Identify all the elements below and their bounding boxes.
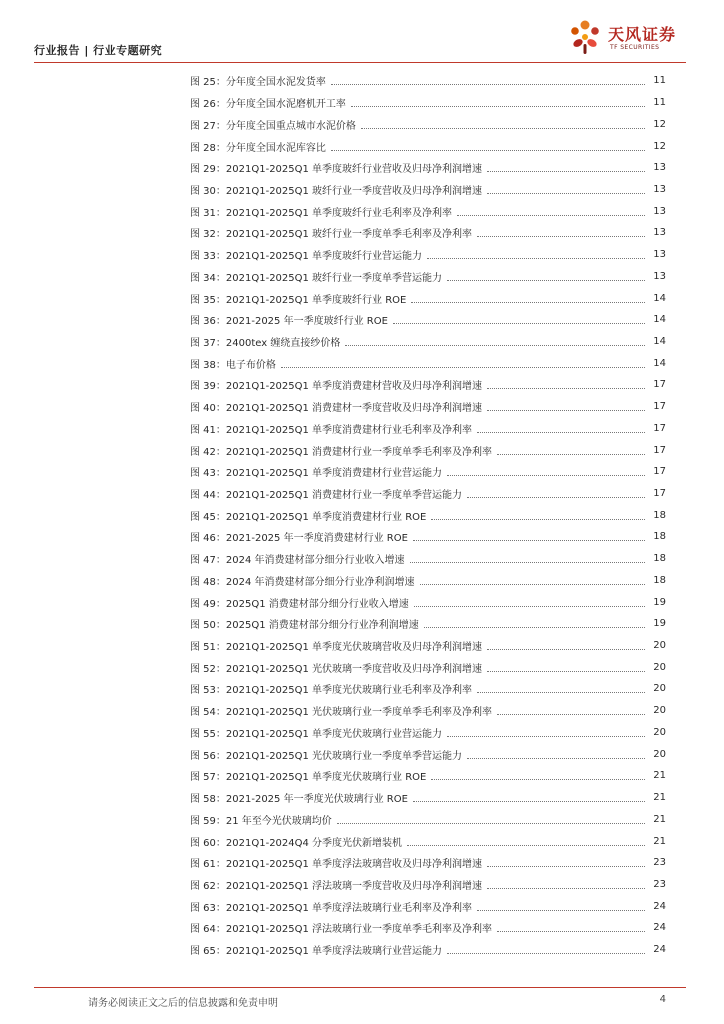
toc-entry[interactable] (190, 483, 666, 505)
toc-entry-label[interactable]: 图 36：2021-2025 年一季度玻纤行业 ROE (190, 316, 388, 328)
toc-entry-page: 14 (653, 314, 666, 326)
footer-disclaimer: 请务必阅读正文之后的信息披露和免责申明 (88, 998, 278, 1009)
toc-entry-label[interactable]: 图 25：分年度全国水泥发货率 (190, 77, 326, 89)
toc-entry-page: 13 (653, 270, 666, 282)
toc-entry-page: 21 (653, 835, 666, 847)
toc-dot-leader (487, 866, 645, 867)
toc-entry-label[interactable]: 图 28：分年度全国水泥库容比 (190, 142, 326, 154)
toc-entry-page: 12 (653, 118, 666, 130)
toc-dot-leader (411, 302, 645, 303)
toc-dot-leader (431, 779, 645, 780)
toc-entry-page: 12 (653, 140, 666, 152)
toc-entry-page: 17 (653, 488, 666, 500)
toc-entry-label[interactable]: 图 34：2021Q1-2025Q1 玻纤行业一季度单季营运能力 (190, 272, 443, 284)
toc-entry-label[interactable]: 图 50：2025Q1 消费建材部分细分行业净利润增速 (190, 620, 419, 632)
toc-dot-leader (420, 584, 645, 585)
toc-entry-page: 13 (653, 227, 666, 239)
toc-entry-label[interactable]: 图 56：2021Q1-2025Q1 光伏玻璃行业一季度单季营运能力 (190, 750, 463, 762)
toc-entry[interactable] (190, 852, 666, 874)
toc-entry-label[interactable]: 图 62：2021Q1-2025Q1 浮法玻璃一季度营收及归母净利润增速 (190, 880, 483, 892)
toc-entry-label[interactable]: 图 43：2021Q1-2025Q1 单季度消费建材行业营运能力 (190, 468, 443, 480)
toc-entry-label[interactable]: 图 54：2021Q1-2025Q1 光伏玻璃行业一季度单季毛利率及净利率 (190, 707, 493, 719)
toc-entry-page: 21 (653, 770, 666, 782)
toc-entry[interactable] (190, 331, 666, 353)
toc-entry[interactable] (190, 461, 666, 483)
toc-entry-page: 14 (653, 292, 666, 304)
toc-entry[interactable] (190, 722, 666, 744)
toc-entry-label[interactable]: 图 41：2021Q1-2025Q1 单季度消费建材行业毛利率及净利率 (190, 424, 473, 436)
page-number: 4 (659, 994, 666, 1005)
toc-entry-label[interactable]: 图 29：2021Q1-2025Q1 单季度玻纤行业营收及归母净利润增速 (190, 164, 483, 176)
toc-entry[interactable] (190, 874, 666, 896)
toc-entry[interactable] (190, 418, 666, 440)
toc-entry-label[interactable]: 图 48：2024 年消费建材部分细分行业净利润增速 (190, 576, 415, 588)
toc-dot-leader (447, 280, 645, 281)
logo-english-name: TF SECURITIES (610, 44, 660, 51)
toc-dot-leader (497, 931, 645, 932)
toc-entry[interactable] (190, 396, 666, 418)
toc-dot-leader (497, 714, 645, 715)
toc-entry-label[interactable]: 图 30：2021Q1-2025Q1 玻纤行业一季度营收及归母净利润增速 (190, 185, 483, 197)
toc-entry-label[interactable]: 图 33：2021Q1-2025Q1 单季度玻纤行业营运能力 (190, 251, 423, 263)
toc-entry-page: 11 (653, 97, 666, 109)
toc-entry[interactable] (190, 787, 666, 809)
toc-dot-leader (361, 128, 645, 129)
toc-entry-page: 20 (653, 640, 666, 652)
toc-entry[interactable] (190, 591, 666, 613)
toc-entry[interactable] (190, 917, 666, 939)
toc-entry-page: 13 (653, 249, 666, 261)
toc-dot-leader (477, 692, 645, 693)
toc-entry[interactable] (190, 287, 666, 309)
figure-list (190, 70, 666, 960)
toc-dot-leader (351, 106, 645, 107)
toc-entry-page: 20 (653, 683, 666, 695)
toc-entry[interactable] (190, 222, 666, 244)
company-logo (564, 18, 684, 60)
toc-dot-leader (497, 454, 645, 455)
toc-dot-leader (331, 84, 645, 85)
toc-entry-page: 20 (653, 705, 666, 717)
toc-entry-label[interactable]: 图 46：2021-2025 年一季度消费建材行业 ROE (190, 533, 408, 545)
toc-entry[interactable] (190, 157, 666, 179)
page-header (34, 25, 684, 62)
toc-entry[interactable] (190, 265, 666, 287)
toc-dot-leader (477, 432, 645, 433)
toc-entry[interactable] (190, 678, 666, 700)
toc-dot-leader (410, 562, 645, 563)
toc-entry[interactable] (190, 613, 666, 635)
toc-entry-page: 17 (653, 422, 666, 434)
toc-entry[interactable] (190, 635, 666, 657)
toc-entry-label[interactable]: 图 51：2021Q1-2025Q1 单季度光伏玻璃营收及归母净利润增速 (190, 642, 483, 654)
toc-entry-label[interactable]: 图 52：2021Q1-2025Q1 光伏玻璃一季度营收及归母净利润增速 (190, 663, 483, 675)
toc-entry[interactable] (190, 504, 666, 526)
toc-entry-page: 21 (653, 813, 666, 825)
toc-entry-page: 17 (653, 466, 666, 478)
toc-entry-label[interactable]: 图 64：2021Q1-2025Q1 浮法玻璃行业一季度单季毛利率及净利率 (190, 924, 493, 936)
toc-entry[interactable] (190, 374, 666, 396)
toc-entry-label[interactable]: 图 32：2021Q1-2025Q1 玻纤行业一季度单季毛利率及净利率 (190, 229, 473, 241)
toc-dot-leader (477, 236, 645, 237)
toc-entry-page: 18 (653, 553, 666, 565)
toc-dot-leader (467, 758, 645, 759)
toc-entry-label[interactable]: 图 31：2021Q1-2025Q1 单季度玻纤行业毛利率及净利率 (190, 207, 453, 219)
toc-dot-leader (487, 410, 645, 411)
toc-entry-page: 24 (653, 922, 666, 934)
logo-chinese-name: 天风证券 (608, 25, 677, 44)
toc-entry-label[interactable]: 图 39：2021Q1-2025Q1 单季度消费建材营收及归母净利润增速 (190, 381, 483, 393)
header-divider (34, 62, 686, 63)
toc-entry-label[interactable]: 图 49：2025Q1 消费建材部分细分行业收入增速 (190, 598, 409, 610)
toc-entry-page: 23 (653, 857, 666, 869)
toc-entry[interactable] (190, 830, 666, 852)
toc-entry-label[interactable]: 图 27：分年度全国重点城市水泥价格 (190, 120, 356, 132)
toc-entry-label[interactable]: 图 42：2021Q1-2025Q1 消费建材行业一季度单季毛利率及净利率 (190, 446, 493, 458)
toc-entry-label[interactable]: 图 59：21 年至今光伏玻璃均价 (190, 815, 332, 827)
toc-entry-page: 19 (653, 596, 666, 608)
toc-entry-page: 18 (653, 574, 666, 586)
toc-entry-page: 17 (653, 401, 666, 413)
toc-entry-page: 17 (653, 379, 666, 391)
toc-entry-page: 11 (653, 75, 666, 87)
toc-entry[interactable] (190, 743, 666, 765)
toc-entry-page: 18 (653, 509, 666, 521)
toc-dot-leader (487, 193, 645, 194)
toc-entry[interactable] (190, 352, 666, 374)
toc-entry[interactable] (190, 200, 666, 222)
toc-entry[interactable] (190, 895, 666, 917)
toc-entry-label[interactable]: 图 35：2021Q1-2025Q1 单季度玻纤行业 ROE (190, 294, 407, 306)
toc-entry[interactable] (190, 548, 666, 570)
toc-entry[interactable] (190, 526, 666, 548)
toc-dot-leader (393, 323, 645, 324)
toc-dot-leader (487, 671, 645, 672)
toc-entry-label[interactable]: 图 61：2021Q1-2025Q1 单季度浮法玻璃营收及归母净利润增速 (190, 859, 483, 871)
toc-entry-page: 13 (653, 205, 666, 217)
toc-entry-label[interactable]: 图 57：2021Q1-2025Q1 单季度光伏玻璃行业 ROE (190, 772, 427, 784)
toc-dot-leader (424, 627, 645, 628)
report-category: 行业报告 | 行业专题研究 (34, 44, 163, 57)
toc-entry-page: 23 (653, 878, 666, 890)
toc-dot-leader (281, 367, 645, 368)
toc-entry-page: 13 (653, 183, 666, 195)
toc-entry-label[interactable]: 图 63：2021Q1-2025Q1 单季度浮法玻璃行业毛利率及净利率 (190, 902, 473, 914)
toc-entry[interactable] (190, 179, 666, 201)
toc-entry[interactable] (190, 70, 666, 92)
toc-entry[interactable] (190, 113, 666, 135)
toc-entry-page: 14 (653, 335, 666, 347)
toc-entry-label[interactable]: 图 26：分年度全国水泥磨机开工率 (190, 99, 346, 111)
toc-dot-leader (467, 497, 645, 498)
tf-flower-logo-icon (566, 18, 604, 56)
toc-entry-page: 24 (653, 900, 666, 912)
toc-entry-page: 13 (653, 162, 666, 174)
toc-entry-label[interactable]: 图 58：2021-2025 年一季度光伏玻璃行业 ROE (190, 794, 408, 806)
toc-entry-label[interactable]: 图 65：2021Q1-2025Q1 单季度浮法玻璃行业营运能力 (190, 946, 443, 958)
toc-entry-page: 20 (653, 748, 666, 760)
toc-entry[interactable] (190, 808, 666, 830)
toc-dot-leader (487, 888, 645, 889)
toc-entry[interactable] (190, 92, 666, 114)
toc-entry-page: 21 (653, 792, 666, 804)
toc-entry-page: 19 (653, 618, 666, 630)
toc-dot-leader (457, 215, 645, 216)
toc-dot-leader (427, 258, 645, 259)
footer-divider (34, 987, 686, 988)
toc-entry[interactable] (190, 765, 666, 787)
toc-entry-page: 20 (653, 661, 666, 673)
toc-dot-leader (447, 953, 645, 954)
toc-dot-leader (331, 150, 645, 151)
toc-dot-leader (345, 345, 645, 346)
toc-entry[interactable] (190, 570, 666, 592)
toc-entry-label[interactable]: 图 37：2400tex 缠绕直接纱价格 (190, 337, 341, 349)
toc-entry[interactable] (190, 135, 666, 157)
toc-dot-leader (413, 540, 645, 541)
toc-entry-label[interactable]: 图 53：2021Q1-2025Q1 单季度光伏玻璃行业毛利率及净利率 (190, 685, 473, 697)
toc-entry-label[interactable]: 图 55：2021Q1-2025Q1 单季度光伏玻璃行业营运能力 (190, 728, 443, 740)
toc-dot-leader (337, 823, 645, 824)
toc-dot-leader (487, 649, 645, 650)
toc-entry-label[interactable]: 图 47：2024 年消费建材部分细分行业收入增速 (190, 555, 405, 567)
toc-dot-leader (413, 801, 645, 802)
toc-entry[interactable] (190, 700, 666, 722)
toc-dot-leader (487, 171, 645, 172)
toc-entry[interactable] (190, 656, 666, 678)
toc-dot-leader (477, 910, 645, 911)
toc-dot-leader (487, 388, 645, 389)
toc-dot-leader (407, 845, 645, 846)
toc-entry-label[interactable]: 图 44：2021Q1-2025Q1 消费建材行业一季度单季营运能力 (190, 490, 463, 502)
toc-entry-page: 18 (653, 531, 666, 543)
toc-entry[interactable] (190, 309, 666, 331)
toc-dot-leader (447, 736, 645, 737)
toc-entry-page: 20 (653, 726, 666, 738)
toc-dot-leader (431, 519, 645, 520)
toc-entry-page: 14 (653, 357, 666, 369)
toc-entry-page: 24 (653, 944, 666, 956)
toc-entry[interactable] (190, 244, 666, 266)
toc-dot-leader (447, 475, 645, 476)
toc-entry[interactable] (190, 439, 666, 461)
toc-entry-label[interactable]: 图 45：2021Q1-2025Q1 单季度消费建材行业 ROE (190, 511, 427, 523)
toc-entry[interactable] (190, 939, 666, 961)
toc-entry-label[interactable]: 图 38：电子布价格 (190, 359, 276, 371)
toc-entry-page: 17 (653, 444, 666, 456)
toc-entry-label[interactable]: 图 40：2021Q1-2025Q1 消费建材一季度营收及归母净利润增速 (190, 403, 483, 415)
toc-entry-label[interactable]: 图 60：2021Q1-2024Q4 分季度光伏新增装机 (190, 837, 403, 849)
toc-dot-leader (414, 606, 645, 607)
